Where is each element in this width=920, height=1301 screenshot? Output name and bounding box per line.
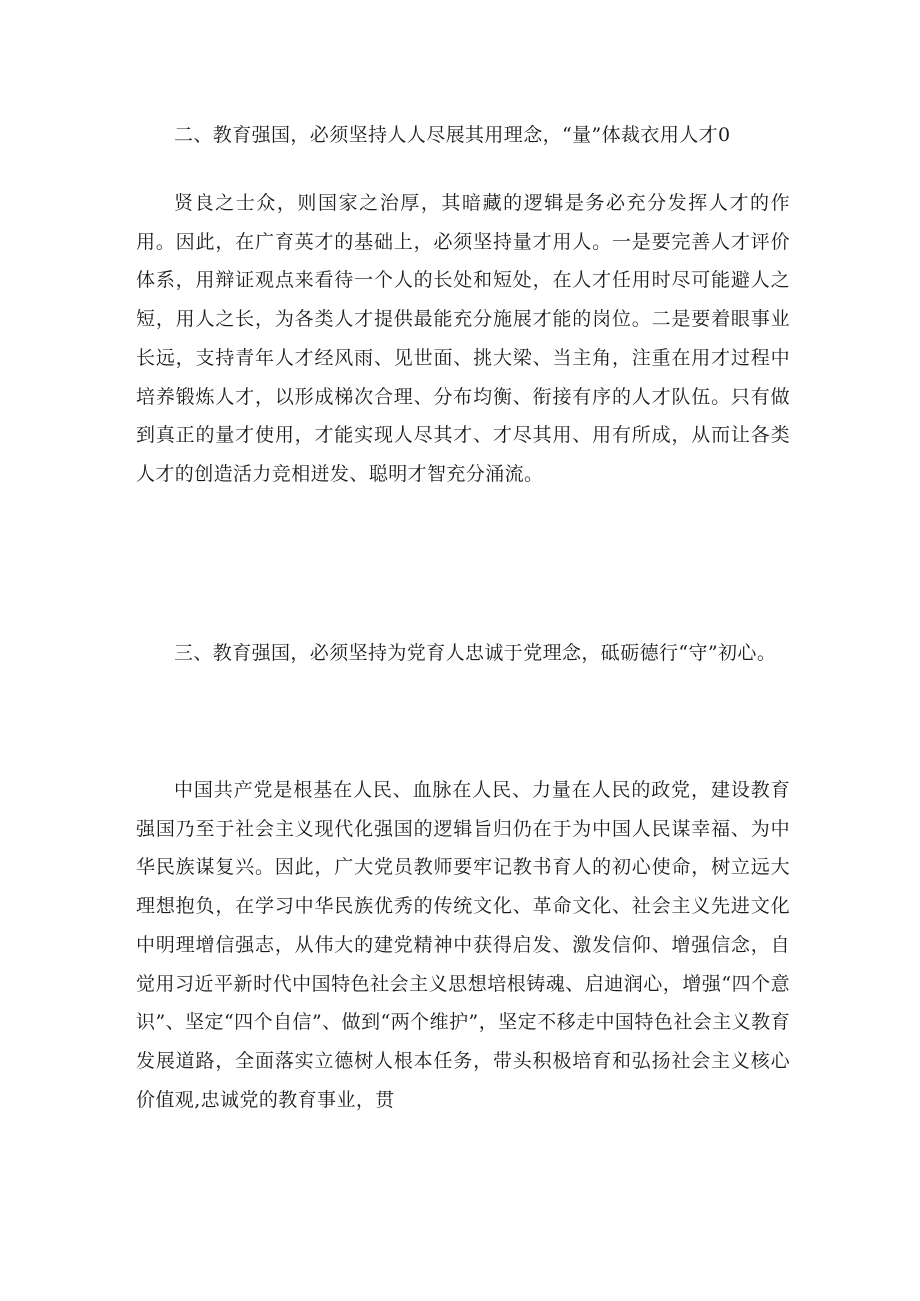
body-paragraph-2: 中国共产党是根基在人民、血脉在人民、力量在人民的政党，建设教育强国乃至于社会主义现代化强国的逻辑旨归仍在于为中国人民谋幸福、为中华民族谋复兴。因此，广大党员教师要牢记教书育人的初心使命，树立远大理想抱负，在学习中华民族优秀的传统文化、革命文化、社会主义先进文化中明理增信强志，从伟大的建党精神中获得启发、激发信仰、增强信念，自觉用习近平新时代中国特色社会主义思想培根铸魂、启迪润心，增强“四个意识”、坚定“四个自信”、做到“两个维护”，坚定不移走中国特色社会主义教育发展道路，全面落实立德树人根本任务，带头积极培育和弘扬社会主义核心价值观,忠诚党的教育事业，贯 <box>136 779 790 1111</box>
body-paragraph-1: 贤良之士众，则国家之治厚，其暗藏的逻辑是务必充分发挥人才的作用。因此，在广育英才的基础上，必须坚持量才用人。一是要完善人才评价体系，用辩证观点来看待一个人的长处和短处，在人才任用时尽可能避人之短，用人之长，为各类人才提供最能充分施展才能的岗位。二是要着眼事业长远，支持青年人才经风雨、见世面、挑大梁、当主角，注重在用才过程中培养锻炼人才，以形成梯次合理、分布均衡、衔接有序的人才队伍。只有做到真正的量才使用，才能实现人尽其才、才尽其用、用有所成，从而让各类人才的创造活力竞相迸发、聪明才智充分涌流。 <box>136 192 790 485</box>
section-heading-2: 二、教育强国，必须坚持人人尽展其用理念，“量”体裁衣用人才0 <box>174 124 731 146</box>
section-heading-3: 三、教育强国，必须坚持为党育人忠诚于党理念，砥砺德行“守”初心。 <box>174 642 777 664</box>
